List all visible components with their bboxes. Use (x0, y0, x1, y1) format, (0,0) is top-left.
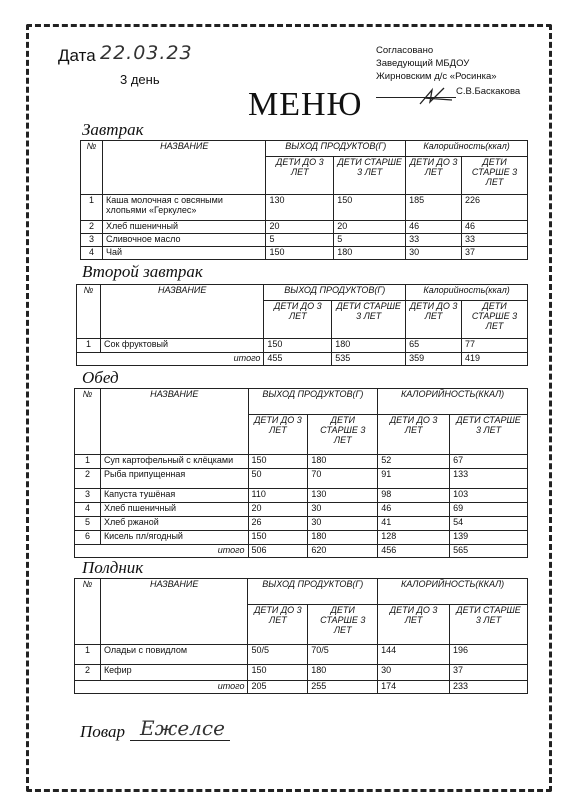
col-name: НАЗВАНИЕ (100, 285, 263, 339)
total-output-over3: 255 (308, 681, 378, 694)
row-name: Сливочное масло (102, 234, 265, 247)
col-num: № (75, 579, 101, 645)
row-output-over3: 180 (308, 665, 378, 681)
col-kids-over3: ДЕТИ СТАРШЕ 3 ЛЕТ (308, 415, 378, 455)
col-name: НАЗВАНИЕ (100, 579, 248, 645)
table-row (75, 645, 528, 665)
total-kcal-under3: 174 (378, 681, 450, 694)
row-kcal-under3: 33 (406, 234, 462, 247)
row-num: 1 (75, 455, 101, 469)
row-kcal-over3: 33 (462, 234, 528, 247)
total-label: итого (75, 681, 248, 694)
row-num: 3 (75, 489, 101, 503)
col-calories: КАЛОРИЙНОСТЬ(ККАЛ) (378, 389, 528, 415)
row-name: Сок фруктовый (100, 339, 263, 353)
row-name: Хлеб пшеничный (102, 221, 265, 234)
row-name: Суп картофельный с клёцками (100, 455, 248, 469)
date-value: 22.03.23 (100, 42, 193, 64)
table-row (75, 665, 528, 681)
row-num: 5 (75, 517, 101, 531)
col-kids-under3: ДЕТИ ДО 3 ЛЕТ (264, 301, 332, 339)
cook-signature: Ежелсе (140, 716, 225, 740)
row-kcal-under3: 128 (378, 531, 450, 545)
row-kcal-over3: 103 (450, 489, 528, 503)
row-output-over3: 70/5 (308, 645, 378, 665)
menu-table-second-breakfast (76, 284, 528, 366)
col-num: № (77, 285, 101, 339)
table-total-row (77, 353, 528, 366)
col-kids-under3: ДЕТИ ДО 3 ЛЕТ (406, 157, 462, 195)
row-kcal-over3: 69 (450, 503, 528, 517)
col-kids-over3: ДЕТИ СТАРШЕ 3 ЛЕТ (462, 157, 528, 195)
table-row (81, 221, 528, 234)
row-kcal-under3: 185 (406, 195, 462, 221)
col-output: ВЫХОД ПРОДУКТОВ(Г) (248, 389, 378, 415)
col-kids-under3: ДЕТИ ДО 3 ЛЕТ (406, 301, 462, 339)
approval-line: Жирновским д/с «Росинка» (376, 71, 497, 82)
row-output-under3: 150 (248, 665, 308, 681)
row-kcal-under3: 144 (378, 645, 450, 665)
col-num: № (75, 389, 101, 455)
row-num: 3 (81, 234, 103, 247)
approval-block (376, 44, 497, 83)
row-kcal-under3: 65 (406, 339, 462, 353)
col-output: ВЫХОД ПРОДУКТОВ(Г) (266, 141, 406, 157)
section-title: Второй завтрак (82, 262, 203, 281)
table-row (75, 489, 528, 503)
row-kcal-over3: 133 (450, 469, 528, 489)
table-row (75, 469, 528, 489)
row-output-over3: 20 (334, 221, 406, 234)
col-kids-under3: ДЕТИ ДО 3 ЛЕТ (378, 605, 450, 645)
row-output-over3: 30 (308, 517, 378, 531)
row-kcal-under3: 52 (378, 455, 450, 469)
row-kcal-over3: 37 (462, 247, 528, 260)
total-kcal-under3: 456 (378, 545, 450, 558)
row-name: Рыба припущенная (100, 469, 248, 489)
total-output-over3: 620 (308, 545, 378, 558)
table-row (75, 517, 528, 531)
row-kcal-over3: 77 (462, 339, 528, 353)
table-row (81, 234, 528, 247)
row-num: 4 (81, 247, 103, 260)
approval-line: Заведующий МБДОУ (376, 58, 470, 69)
table-row (81, 195, 528, 221)
signature-mark-icon (418, 86, 454, 108)
col-kids-over3: ДЕТИ СТАРШЕ 3 ЛЕТ (334, 157, 406, 195)
row-output-over3: 5 (334, 234, 406, 247)
section-title: Полдник (82, 558, 144, 577)
menu-table-lunch (74, 388, 528, 558)
total-output-under3: 205 (248, 681, 308, 694)
col-kids-over3: ДЕТИ СТАРШЕ 3 ЛЕТ (462, 301, 528, 339)
row-output-under3: 110 (248, 489, 308, 503)
col-output: ВЫХОД ПРОДУКТОВ(Г) (264, 285, 406, 301)
col-kids-over3: ДЕТИ СТАРШЕ 3 ЛЕТ (332, 301, 406, 339)
row-num: 1 (75, 645, 101, 665)
total-kcal-over3: 419 (462, 353, 528, 366)
row-output-over3: 180 (308, 455, 378, 469)
row-output-over3: 150 (334, 195, 406, 221)
col-calories: Калорийность(ккал) (406, 141, 528, 157)
row-output-under3: 50 (248, 469, 308, 489)
row-name: Кефир (100, 665, 248, 681)
row-output-over3: 130 (308, 489, 378, 503)
day-label: 3 день (120, 72, 160, 87)
menu-table-afternoon-snack (74, 578, 528, 694)
col-kids-under3: ДЕТИ ДО 3 ЛЕТ (266, 157, 334, 195)
menu-table-breakfast (80, 140, 528, 260)
table-row (75, 455, 528, 469)
row-output-under3: 130 (266, 195, 334, 221)
row-kcal-over3: 139 (450, 531, 528, 545)
col-num: № (81, 141, 103, 195)
cook-label: Повар (80, 722, 126, 741)
row-num: 6 (75, 531, 101, 545)
table-total-row (75, 545, 528, 558)
row-kcal-over3: 54 (450, 517, 528, 531)
total-output-under3: 455 (264, 353, 332, 366)
row-name: Хлеб пшеничный (100, 503, 248, 517)
col-name: НАЗВАНИЕ (102, 141, 265, 195)
row-output-under3: 150 (248, 455, 308, 469)
total-kcal-under3: 359 (406, 353, 462, 366)
section-title: Обед (82, 368, 119, 387)
col-calories: Калорийность(ккал) (406, 285, 528, 301)
col-kids-under3: ДЕТИ ДО 3 ЛЕТ (248, 415, 308, 455)
table-total-row (75, 681, 528, 694)
row-kcal-under3: 30 (378, 665, 450, 681)
row-kcal-over3: 37 (450, 665, 528, 681)
signer-name: С.В.Баскакова (456, 86, 521, 97)
total-output-under3: 506 (248, 545, 308, 558)
row-output-over3: 70 (308, 469, 378, 489)
total-label: итого (77, 353, 264, 366)
row-kcal-over3: 196 (450, 645, 528, 665)
table-row (75, 531, 528, 545)
row-output-under3: 150 (248, 531, 308, 545)
row-kcal-under3: 91 (378, 469, 450, 489)
row-kcal-over3: 226 (462, 195, 528, 221)
col-kids-under3: ДЕТИ ДО 3 ЛЕТ (378, 415, 450, 455)
row-kcal-under3: 41 (378, 517, 450, 531)
row-output-under3: 26 (248, 517, 308, 531)
row-kcal-under3: 98 (378, 489, 450, 503)
row-kcal-over3: 67 (450, 455, 528, 469)
row-kcal-under3: 46 (378, 503, 450, 517)
row-output-over3: 180 (332, 339, 406, 353)
row-output-under3: 20 (266, 221, 334, 234)
row-output-under3: 150 (266, 247, 334, 260)
row-output-under3: 50/5 (248, 645, 308, 665)
col-kids-over3: ДЕТИ СТАРШЕ 3 ЛЕТ (450, 415, 528, 455)
row-name: Кисель пл/ягодный (100, 531, 248, 545)
total-output-over3: 535 (332, 353, 406, 366)
row-output-over3: 180 (334, 247, 406, 260)
table-row (77, 339, 528, 353)
row-num: 2 (75, 665, 101, 681)
section-title: Завтрак (82, 120, 144, 139)
row-name: Оладьи с повидлом (100, 645, 248, 665)
row-output-over3: 30 (308, 503, 378, 517)
row-kcal-under3: 46 (406, 221, 462, 234)
row-output-under3: 5 (266, 234, 334, 247)
total-label: итого (75, 545, 249, 558)
date-label: Дата (58, 46, 96, 65)
row-name: Хлеб ржаной (100, 517, 248, 531)
table-row (75, 503, 528, 517)
approval-line: Согласовано (376, 45, 434, 56)
total-kcal-over3: 233 (450, 681, 528, 694)
row-num: 2 (75, 469, 101, 489)
row-kcal-under3: 30 (406, 247, 462, 260)
col-name: НАЗВАНИЕ (100, 389, 248, 455)
row-kcal-over3: 46 (462, 221, 528, 234)
row-num: 2 (81, 221, 103, 234)
col-kids-under3: ДЕТИ ДО 3 ЛЕТ (248, 605, 308, 645)
row-num: 1 (77, 339, 101, 353)
page-title: МЕНЮ (248, 86, 363, 123)
col-calories: КАЛОРИЙНОСТЬ(ККАЛ) (378, 579, 528, 605)
row-output-under3: 20 (248, 503, 308, 517)
row-name: Каша молочная с овсяными хлопьями «Геркулес» (102, 195, 265, 221)
total-kcal-over3: 565 (450, 545, 528, 558)
row-output-under3: 150 (264, 339, 332, 353)
table-row (81, 247, 528, 260)
row-name: Чай (102, 247, 265, 260)
col-output: ВЫХОД ПРОДУКТОВ(Г) (248, 579, 378, 605)
row-output-over3: 180 (308, 531, 378, 545)
row-num: 1 (81, 195, 103, 221)
col-kids-over3: ДЕТИ СТАРШЕ 3 ЛЕТ (450, 605, 528, 645)
col-kids-over3: ДЕТИ СТАРШЕ 3 ЛЕТ (308, 605, 378, 645)
row-num: 4 (75, 503, 101, 517)
row-name: Капуста тушёная (100, 489, 248, 503)
cook-signature-line (130, 740, 230, 741)
